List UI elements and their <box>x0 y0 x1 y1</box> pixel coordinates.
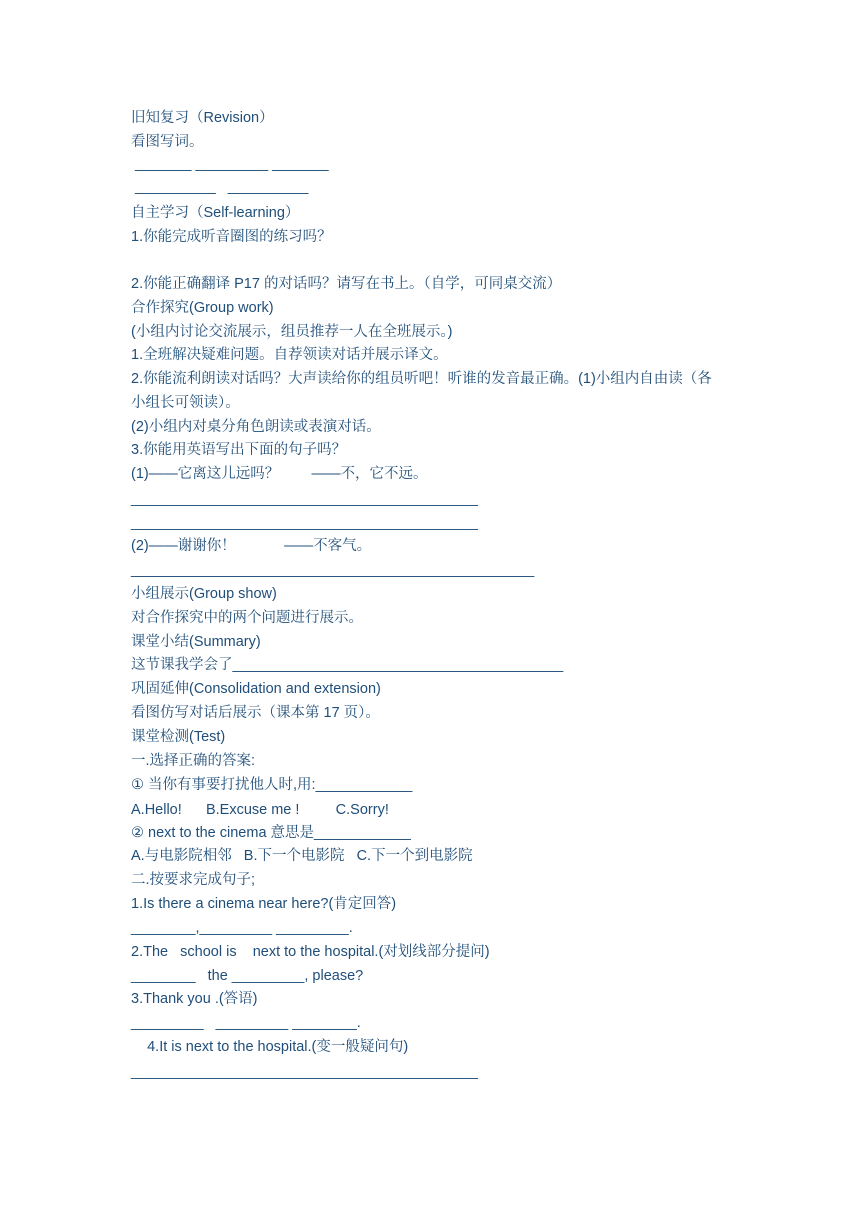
answer-line: ___________________________________________ <box>131 515 478 531</box>
group-work-item-3: 3.你能用英语写出下面的句子吗？ <box>131 442 347 458</box>
group-work-item-2-sub: (2)小组内对桌分角色朗读或表演对话。 <box>131 419 381 435</box>
group-work-item-2-cont: 小组长可领读）。 <box>131 395 240 411</box>
translate-sentence-2: (2)——谢谢你！ ——不客气。 <box>131 538 372 554</box>
group-work-item-2: 2.你能流利朗读对话吗？大声读给你的组员听吧！听谁的发音最正确。(1)小组内自由读（各 <box>131 371 712 387</box>
test-part-1-heading: 一.选择正确的答案: <box>131 753 256 769</box>
consolidation-text: 看图仿写对话后展示（课本第 17 页）。 <box>131 705 380 721</box>
section-self-learning-heading: 自主学习（Self-learning） <box>131 205 300 221</box>
answer-blanks-row-2: __________ __________ <box>131 179 309 195</box>
test-question-1-options: A.Hello! B.Excuse me ! C.Sorry! <box>131 802 389 818</box>
answer-line: __________________________________________________ <box>131 562 535 578</box>
section-summary-heading: 课堂小结(Summary) <box>131 634 261 650</box>
section-group-show-heading: 小组展示(Group show) <box>131 586 277 602</box>
answer-blanks-row-1: _______ _________ _______ <box>131 156 329 172</box>
group-work-item-1: 1.全班解决疑难问题。自荐领读对话并展示译文。 <box>131 347 448 363</box>
part-2-question-3: 3.Thank you .(答语) <box>131 991 258 1007</box>
group-work-note: (小组内讨论交流展示，组员推荐一人在全班展示。) <box>131 324 453 340</box>
part-2-answer-1: ________,_________ _________. <box>131 920 353 936</box>
section-test-heading: 课堂检测(Test) <box>131 729 226 745</box>
test-question-2: ② next to the cinema 意思是____________ <box>131 825 411 841</box>
part-2-question-2: 2.The school is next to the hospital.(对划线部分提问) <box>131 944 490 960</box>
test-question-2-options: A.与电影院相邻 B.下一个电影院 C.下一个到电影院 <box>131 848 473 864</box>
self-learning-item-2: 2.你能正确翻译 P17 的对话吗？请写在书上。（自学，可同桌交流） <box>131 276 562 292</box>
part-2-question-4: 4.It is next to the hospital.(变一般疑问句) <box>131 1039 409 1055</box>
section-group-work-heading: 合作探究(Group work) <box>131 300 274 316</box>
instruction-look-write: 看图写词。 <box>131 134 204 150</box>
part-2-answer-3: _________ _________ ________. <box>131 1015 361 1031</box>
part-2-answer-4: ___________________________________________ <box>131 1064 478 1080</box>
section-revision-heading: 旧知复习（Revision） <box>131 110 274 126</box>
translate-sentence-1: (1)——它离这儿远吗？ ——不，它不远。 <box>131 466 428 482</box>
summary-prompt: 这节课我学会了_________________________________________ <box>131 657 564 673</box>
test-question-1: ① 当你有事要打扰他人时,用:____________ <box>131 777 413 793</box>
part-2-question-1: 1.Is there a cinema near here?(肯定回答) <box>131 896 397 912</box>
answer-line: ___________________________________________ <box>131 491 478 507</box>
part-2-answer-2: ________ the _________, please? <box>131 968 364 984</box>
group-show-text: 对合作探究中的两个问题进行展示。 <box>131 610 363 626</box>
section-consolidation-heading: 巩固延伸(Consolidation and extension) <box>131 681 381 697</box>
self-learning-item-1: 1.你能完成听音圈图的练习吗？ <box>131 229 332 245</box>
test-part-2-heading: 二.按要求完成句子; <box>131 872 256 888</box>
